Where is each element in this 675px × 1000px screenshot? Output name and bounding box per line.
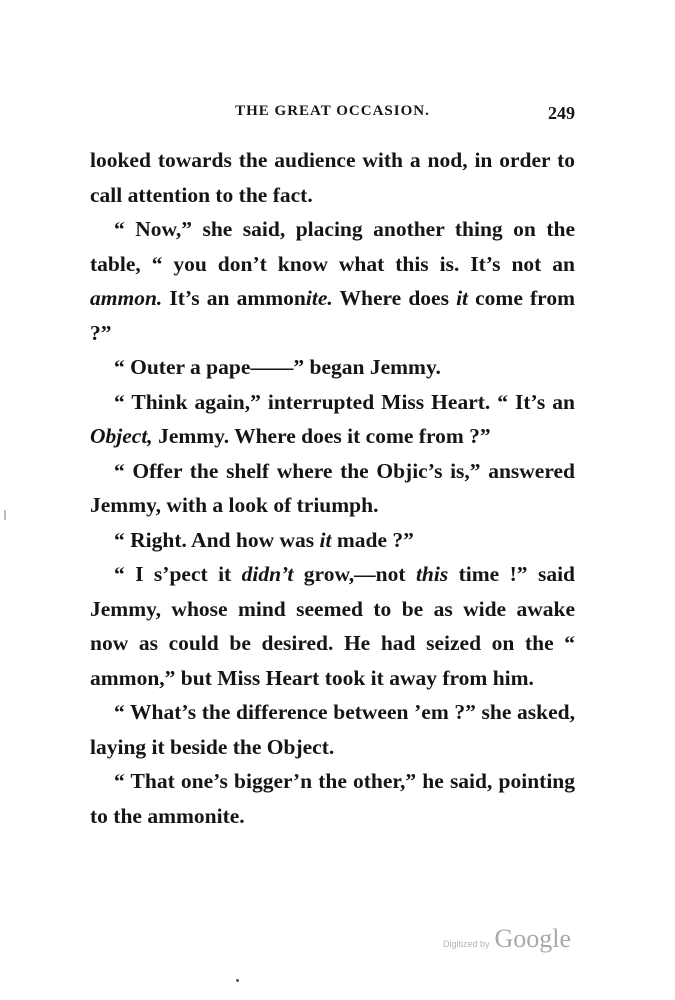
text-run: made ?”	[331, 527, 414, 552]
text-run: “ Offer the shelf where the Objic’s is,” answered Jemmy, with a look of triumph.	[90, 458, 575, 517]
text-run: “ Now,” she said, placing another thing on the table, “ you don’t know what this is. It’s not an	[90, 217, 575, 276]
italic-text: it	[456, 286, 469, 310]
scan-edge-mark	[4, 510, 6, 520]
text-run: “ Think again,” interrupted Miss Heart. “ It’s an	[114, 389, 575, 414]
paragraph	[90, 695, 575, 764]
italic-text: this	[415, 562, 449, 586]
italic-text: didn’t	[241, 562, 294, 586]
paragraph	[90, 454, 575, 523]
body-text	[90, 143, 575, 833]
text-run: looked towards the audience with a nod, in order to call attention to the fact.	[90, 148, 575, 207]
italic-text: Object,	[90, 424, 153, 448]
text-run: time !” said Jemmy, whose mind seemed to be as wide awake now as could be desired. He had seized on the “ ammon,” but Miss Heart took it away from him.	[90, 562, 575, 690]
text-run: “ Right. And how was	[114, 527, 320, 552]
ink-speck	[236, 979, 239, 982]
paragraph	[90, 143, 575, 212]
paragraph	[90, 557, 575, 695]
paragraph	[90, 350, 575, 385]
paragraph	[90, 523, 575, 558]
text-run: Where does	[332, 286, 457, 310]
google-logo: Google	[494, 924, 572, 953]
text-run: Jemmy. Where does it come from ?”	[152, 424, 491, 448]
text-run: grow,—not	[293, 562, 416, 586]
text-run: “ I s’pect it	[114, 562, 242, 586]
italic-text: it	[319, 527, 332, 552]
text-run: “ What’s the difference between ’em ?” she asked, laying it beside the Object.	[90, 700, 575, 759]
text-run: It’s an ammon	[162, 286, 306, 310]
watermark-prefix: Digitized by	[443, 939, 490, 949]
italic-text: ite.	[305, 286, 333, 310]
paragraph	[90, 764, 575, 833]
paragraph	[90, 212, 575, 350]
paragraph	[90, 385, 575, 454]
running-head	[90, 103, 575, 127]
italic-text: ammon.	[90, 286, 163, 310]
text-run: “ Outer a pape——” began Jemmy.	[114, 355, 441, 379]
digitized-watermark	[443, 924, 571, 954]
text-run: come from ?”	[90, 286, 575, 345]
page-number: 249	[548, 103, 575, 123]
running-title: THE GREAT OCCASION.	[235, 103, 430, 119]
text-run: “ That one’s bigger’n the other,” he said, pointing to the ammonite.	[90, 769, 575, 828]
